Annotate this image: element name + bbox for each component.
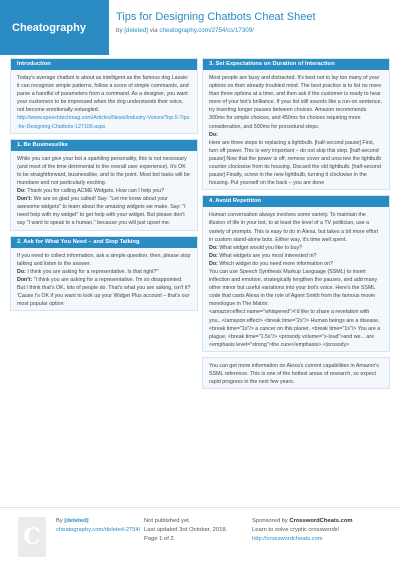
section-text: You can use Speech Synthesis Markup Language (SSML) to insert inflection and emotion, strategically lengthen the pauses, and add many other minor but useful variations into your bot's voice. Here's the SSML code that casts Alexa in the role of Agent Smith from the famous movie monologue in The Matrix:	[209, 268, 378, 308]
dont-label: Don't:	[17, 276, 33, 283]
cheatography-logo[interactable]: Cheatography	[0, 0, 109, 55]
byline	[116, 27, 254, 34]
right-column	[202, 58, 390, 394]
section-title: 2. Ask for What You Need – and Stop Talking	[11, 237, 197, 248]
section-title: 1. Be Businesslike	[11, 140, 197, 151]
by-label: By	[56, 518, 63, 524]
article-link[interactable]: http://www.speechtechmag.com/Articles/News/Industry-Voices/Top-5-Tips-for-Designing-Chatbots-127109.aspx	[17, 115, 190, 130]
ssml-code: <amazon:effect name="whispered">I'd like to share a revelation with you...</amazon:effect> <break time="2s"/> Human beings are a disease, <break time="1s"/> a cancer on this planet. <break time="1s"/> You are a plague, <break time="1.5s"/> <prosody volume="x-loud">and we... are <emphasis level="strong">the cure</emphasis>.</prosody>	[209, 309, 381, 348]
dont-label: Don't:	[17, 196, 33, 203]
section-text: Today's average chatbot is about as intelligent as the famous dog Lassie: it can recognize simple patterns, follow a score of simple commands, and parse a handful of parameters from a command. As a designer, you want your customers to be impressed when the dog understands their voice, not become emotionally entangled.	[17, 75, 189, 114]
do-text: What widget would you like to buy?	[219, 244, 303, 251]
by-label: by	[116, 27, 123, 34]
published-status: Not published yet.	[144, 518, 191, 524]
footer-author-link[interactable]: [deleted]	[64, 518, 89, 524]
page-number: Page 1 of 2.	[144, 536, 176, 542]
do-label: Do:	[17, 188, 26, 195]
sponsor-prefix: Sponsored by	[252, 518, 288, 524]
section-text: If you need to collect information, ask a simple question, then, please stop talking and listen to the answer.	[17, 252, 191, 267]
section-title: 3. Set Expectations on Duration of Interaction	[203, 59, 389, 70]
section-text: Human conversation always involves some variety. To maintain the illusion of life in your bot, to at least the level of a TV politician, use a variety of prompts. This is easy to do in Alexa, but takes a bit more effort in custom stand-alone bots. Either way, it's time well spent.	[209, 212, 379, 243]
via-label: via	[149, 27, 158, 34]
footer	[0, 507, 400, 566]
section-ask-for-what-you-need	[10, 236, 198, 312]
footer-author	[56, 517, 140, 535]
section-avoid-repetition	[202, 195, 390, 352]
do-text: Here are three steps to replacing a lightbulb. [half-second pause] First, turn off power. This is very important – do not skip this step. [half-second pause] Now that the power is off, remove cover and unscrew the lightbulb counter clockwise from its housing. Discard the old lightbulb. [half-second pause] Finally, screw in the new lightbulb, turning it clockwise in the housing. Put yourself on the back – you are done	[209, 139, 382, 187]
do-text: Thank you for calling ACME Widgets. How can I help you?	[27, 188, 165, 195]
section-introduction	[10, 58, 198, 134]
header	[0, 0, 400, 55]
left-column	[10, 58, 198, 316]
profile-link[interactable]: cheatography.com/deleted-2754/	[56, 527, 141, 533]
do-text: Which widget do you need more information on?	[219, 260, 333, 267]
section-title: 4. Avoid Repetition	[203, 196, 389, 207]
section-be-businesslike	[10, 139, 198, 231]
do-text: What widgets are you most interested in?	[219, 252, 317, 259]
badge-letter: C	[23, 524, 41, 550]
do-label: Do:	[209, 260, 218, 267]
footer-sponsor	[252, 517, 353, 544]
section-title: Introduction	[11, 59, 197, 70]
last-updated: Last updated 3rd October, 2018.	[144, 527, 228, 533]
do-label: Do:	[209, 244, 218, 251]
do-label: Do:	[209, 131, 218, 138]
sponsor-link[interactable]: http://crosswordcheats.com	[252, 536, 323, 542]
sponsor-tagline: Learn to solve cryptic crosswords!	[252, 527, 340, 533]
do-text: I think you are asking for a representative. Is that right?"	[27, 268, 159, 275]
section-set-expectations	[202, 58, 390, 190]
do-label: Do:	[17, 268, 26, 275]
do-label: Do:	[209, 252, 218, 259]
author-avatar	[18, 517, 46, 557]
section-text: You can get more information on Alexa's current capabilities in Amazon's SSML reference. This is one of the hottest areas of research, so expect rapid progress in the next few years.	[209, 362, 379, 386]
sheet-url-link[interactable]: cheatography.com/2754/cs/17309/	[159, 27, 254, 34]
footer-meta	[144, 517, 227, 544]
dont-text: We are so glad you called! Say: "Let me know about your awesome widgets" to learn about the amazing widgets we make. Say: "I need help with my widget" to get help with your widget. But please don't say "I want to speak to a human," because you will just upset me.	[17, 196, 186, 227]
author-link[interactable]: [deleted]	[124, 27, 149, 34]
dont-text: "I think you are asking for a representative. I'm so disappointed. But I think that's OK, lots of people do. That's what you are asking, isn't it? 'Cause I's OK if you want to look up your Widget Plus account – that's our most popular option	[17, 276, 191, 308]
section-more-info	[202, 357, 390, 389]
section-text: Most people are busy and distracted. It's best not to lay too many of your options on their already troubled mind. The best practice is to list no more than three options at a time, and then ask if the customer is ready to hear more of your bot's brilliance. If your list still sounds like a run-on sentence, try inserting longer pauses between choices. Amazon recommends 300ms for simple choices, and 450ms for choices requiring more consideration, and 500ms for procedural steps.	[209, 75, 382, 130]
page-title: Tips for Designing Chatbots Cheat Sheet	[116, 11, 316, 23]
section-text: While you can give your bot a sparkling personality, this is not necessary (and most of the time detrimental to the overall user experience). It's OK to be straightforward, businesslike, and to the point. Most bot tasks will be mundane and not particularly exciting.	[17, 155, 190, 186]
sponsor-name: CrosswordCheats.com	[289, 518, 353, 524]
